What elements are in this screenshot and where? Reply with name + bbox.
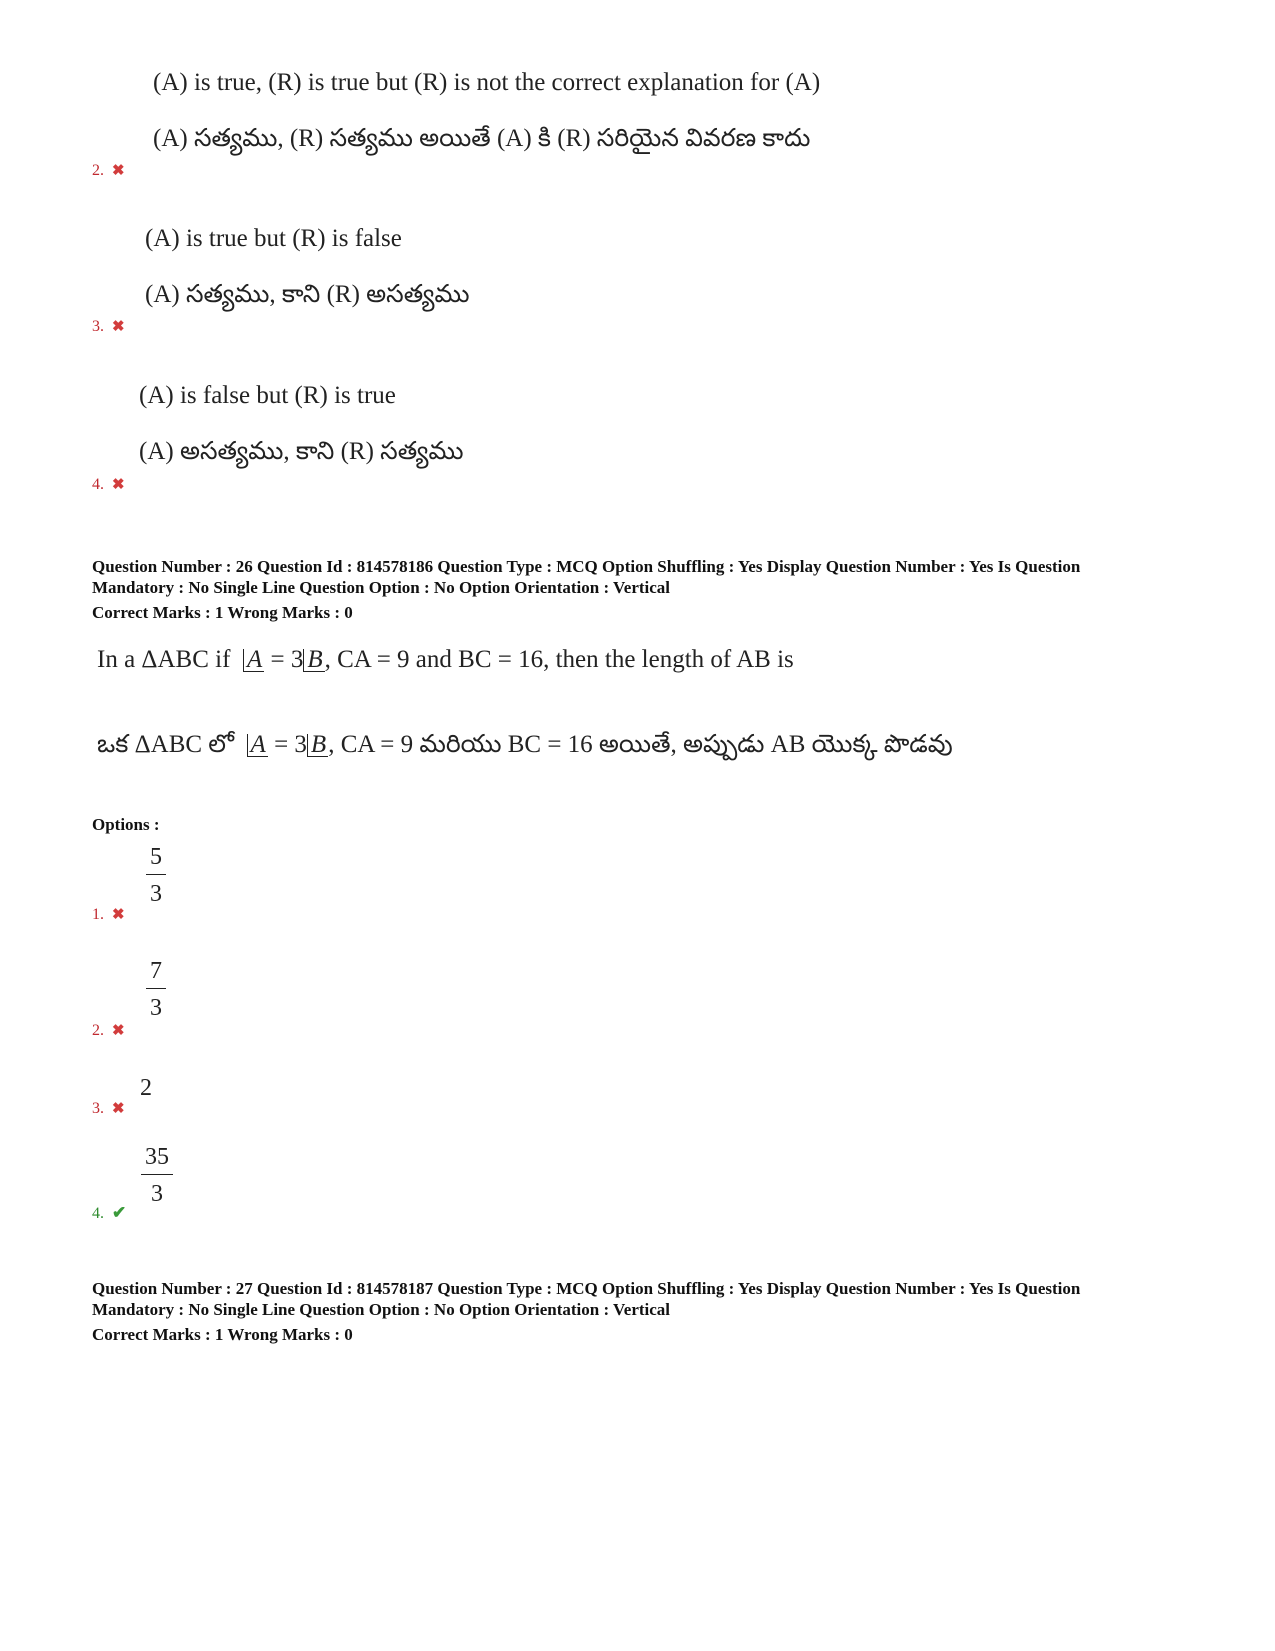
denominator: 3	[150, 881, 162, 907]
q26-option-3-marker	[92, 1100, 125, 1118]
prev-option-2-text-te: (A) సత్యము, కాని (R) అసత్యము	[145, 281, 470, 308]
q26-meta-line1: Question Number : 26 Question Id : 814578186 Question Type : MCQ Option Shuffling : Yes Display Question Number : Yes Is Question	[92, 557, 1081, 576]
q26-marks: Correct Marks : 1 Wrong Marks : 0	[92, 603, 353, 622]
prev-option-3-marker	[92, 318, 125, 336]
q27-marks: Correct Marks : 1 Wrong Marks : 0	[92, 1325, 353, 1344]
stem-eq: = 3	[270, 646, 304, 673]
prev-option-1-text-te: (A) సత్యము, (R) సత్యము అయితే (A) కి (R) సరియైన వివరణ కాదు	[153, 125, 811, 152]
q26-option-1-fraction	[146, 843, 166, 908]
q26-option-3-value: 2	[140, 1075, 152, 1101]
cross-icon: ✖	[112, 163, 125, 179]
prev-option-2-text-en: (A) is true but (R) is false	[145, 225, 402, 252]
q27-meta-line1: Question Number : 27 Question Id : 814578187 Question Type : MCQ Option Shuffling : Yes Display Question Number : Yes Is Question	[92, 1279, 1081, 1298]
stem-suffix: , CA = 9 and BC = 16, then the length of AB is	[324, 646, 794, 673]
option-number: 1.	[92, 906, 104, 923]
cross-icon: ✖	[112, 1101, 125, 1117]
prev-option-4-marker	[92, 476, 125, 494]
numerator: 35	[145, 1144, 169, 1170]
options-label: Options :	[92, 815, 160, 834]
angle-b: B	[303, 649, 324, 672]
prev-option-3-text-te: (A) అసత్యము, కాని (R) సత్యము	[139, 438, 464, 465]
fraction-bar	[146, 988, 166, 989]
denominator: 3	[151, 1181, 163, 1207]
angle-a: A	[243, 649, 264, 672]
option-number: 4.	[92, 1205, 104, 1222]
q26-option-4-fraction	[141, 1143, 173, 1208]
prev-option-3-text-en: (A) is false but (R) is true	[139, 382, 396, 409]
stem-suffix: , CA = 9 మరియు BC = 16 అయితే, అప్పుడు AB యొక్క పొడవు	[328, 731, 953, 758]
option-number: 3.	[92, 318, 104, 335]
cross-icon: ✖	[112, 477, 125, 493]
angle-b: B	[307, 734, 328, 757]
fraction-bar	[141, 1174, 173, 1175]
q26-option-1-marker	[92, 906, 125, 924]
q26-stem-en	[97, 645, 794, 675]
angle-a: A	[247, 734, 268, 757]
denominator: 3	[150, 995, 162, 1021]
q26-stem-te	[97, 730, 953, 760]
prev-option-2-marker	[92, 162, 125, 180]
option-number: 2.	[92, 162, 104, 179]
stem-eq: = 3	[274, 731, 307, 758]
q26-option-4-marker	[92, 1204, 126, 1223]
q26-option-2-fraction	[146, 957, 166, 1022]
stem-prefix: In a ΔABC if	[97, 646, 231, 673]
fraction-bar	[146, 874, 166, 875]
cross-icon: ✖	[112, 1023, 125, 1039]
numerator: 7	[150, 958, 162, 984]
numerator: 5	[150, 844, 162, 870]
q26-meta-line2: Mandatory : No Single Line Question Option : No Option Orientation : Vertical	[92, 578, 671, 597]
option-number: 4.	[92, 476, 104, 493]
cross-icon: ✖	[112, 319, 125, 335]
q26-option-2-marker	[92, 1022, 125, 1040]
q27-meta-line2: Mandatory : No Single Line Question Option : No Option Orientation : Vertical	[92, 1300, 671, 1319]
option-number: 3.	[92, 1100, 104, 1117]
cross-icon: ✖	[112, 907, 125, 923]
check-icon: ✔	[112, 1203, 127, 1222]
option-number: 2.	[92, 1022, 104, 1039]
prev-option-1-text-en: (A) is true, (R) is true but (R) is not the correct explanation for (A)	[153, 69, 821, 96]
stem-prefix: ఒక ΔABC లో	[97, 731, 235, 758]
